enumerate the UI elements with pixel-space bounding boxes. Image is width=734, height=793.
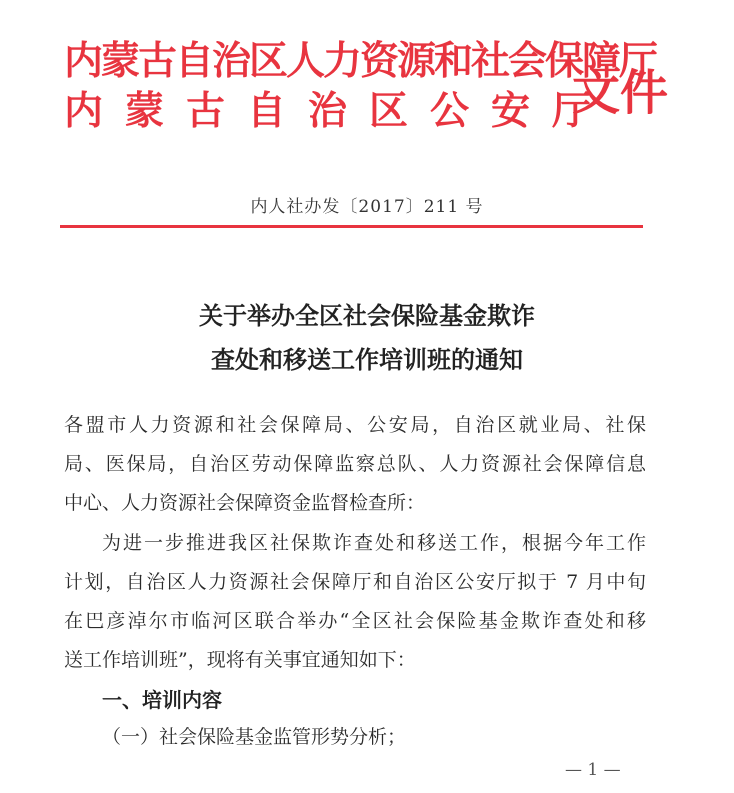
section-1-item-1: （一）社会保险基金监管形势分析；: [102, 726, 407, 748]
recipients-line-2: 局、医保局，自治区劳动保障监察总队、人力资源社会保障信息: [64, 453, 646, 475]
recipients-line-1: 各盟市人力资源和社会保障局、公安局，自治区就业局、社保: [64, 414, 646, 436]
header-divider: [60, 225, 643, 228]
recipients-line-3: 中心、人力资源社会保障资金监督检查所：: [64, 492, 426, 514]
title-line-2: 查处和移送工作培训班的通知: [211, 346, 523, 374]
issuer-public-security-dept: 内蒙古自治区公安厅: [64, 88, 614, 134]
paragraph-1-line-4: 送工作培训班”，现将有关事宜通知如下：: [64, 649, 416, 671]
paragraph-1-line-3: 在巴彦淖尔市临河区联合举办“全区社会保险基金欺诈查处和移: [64, 610, 646, 632]
paragraph-1-line-1: 为进一步推进我区社保欺诈查处和移送工作，根据今年工作: [102, 532, 646, 554]
document-label: 文件: [572, 65, 669, 121]
paragraph-1-line-2: 计划，自治区人力资源社会保障厅和自治区公安厅拟于 7 月中旬: [64, 571, 646, 593]
document-number: 内人社办发〔2017〕211 号: [250, 197, 484, 217]
issuer-hrss-dept: 内蒙古自治区人力资源和社会保障厅: [64, 38, 657, 84]
section-1-heading: 一、培训内容: [102, 688, 222, 712]
page-number: — 1 —: [565, 760, 621, 780]
title-line-1: 关于举办全区社会保险基金欺诈: [199, 302, 535, 330]
